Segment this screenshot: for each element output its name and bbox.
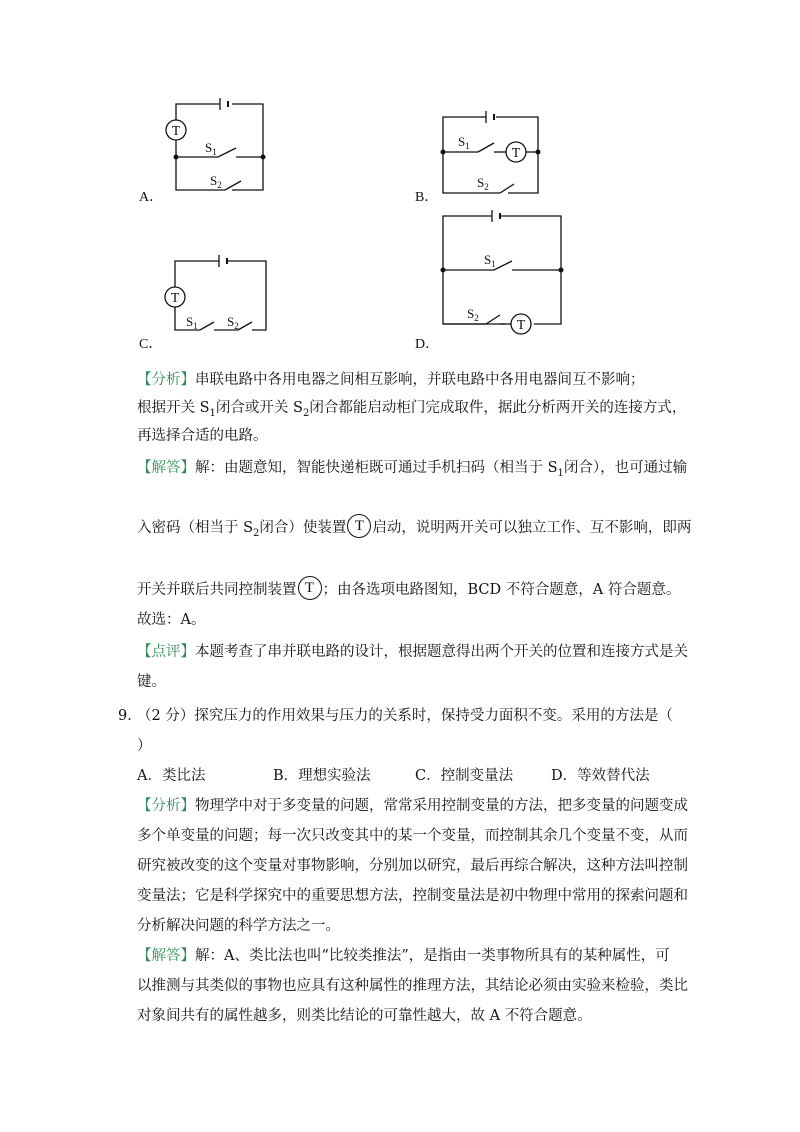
q9-stem-line-2: ） bbox=[137, 738, 152, 754]
device-t-symbol: T bbox=[347, 514, 371, 538]
q8-answer-line-2: 入密码（相当于 $S_2$闭合）使装置 T 启动，说明两开关可以独立工作、互不影响，即两 bbox=[137, 518, 691, 546]
comment-tag: 【点评】 bbox=[137, 644, 195, 660]
q9-answer-line-3: 对象间共有的属性越多，则类比结论的可靠性越大，故 A 不符合题意。 bbox=[137, 1008, 592, 1024]
q9-answer-line-1: 【解答】解：A、类比法也叫“比较类推法”，是指由一类事物所具有的某种属性，可 bbox=[137, 948, 670, 964]
q9-analysis-line-5: 分析解决问题的科学方法之一。 bbox=[137, 918, 340, 934]
analysis-tag: 【分析】 bbox=[137, 372, 195, 388]
q9-analysis-line-4: 变量法；它是科学探究中的重要思想方法，控制变量法是初中物理中常用的探索问题和 bbox=[137, 888, 688, 904]
analysis-tag: 【分析】 bbox=[137, 798, 195, 814]
q9-analysis-line-1: 【分析】物理学中对于多变量的问题，常常采用控制变量的方法，把多变量的问题变成 bbox=[137, 798, 688, 814]
option-b-label: B． bbox=[415, 190, 439, 205]
circuit-diagrams bbox=[0, 0, 800, 360]
option-c-label: C． bbox=[139, 337, 163, 352]
svg-text:S1: $S_1$ bbox=[205, 140, 217, 157]
svg-text:S1: $S_1$ bbox=[186, 314, 198, 331]
answer-tag: 【解答】 bbox=[137, 460, 195, 476]
option-d-label: D． bbox=[415, 337, 440, 352]
q8-choice: 故选：A。 bbox=[137, 612, 206, 628]
device-t-b: T bbox=[511, 146, 521, 161]
q9-answer-line-2: 以推测与其类似的事物也应具有这种属性的推理方法，其结论必须由实验来检验，类比 bbox=[137, 978, 688, 994]
circuit-b bbox=[441, 111, 541, 193]
svg-text:S2: $S_2$ bbox=[210, 173, 222, 190]
q8-analysis-line-1: 【分析】串联电路中各用电器之间相互影响，并联电路中各用电器间互不影响； bbox=[137, 372, 645, 388]
q8-comment-line-1: 【点评】本题考查了串并联电路的设计，根据题意得出两个开关的位置和连接方式是关 bbox=[137, 644, 688, 660]
q9-option-b: B．理想实验法 bbox=[273, 768, 371, 784]
circuit-c bbox=[165, 255, 266, 331]
device-t-d: T bbox=[516, 318, 526, 333]
q8-comment-line-2: 键。 bbox=[137, 674, 166, 690]
svg-text:S2: $S_2$ bbox=[227, 314, 239, 331]
svg-text:S1: $S_1$ bbox=[484, 252, 496, 269]
q9-analysis-line-2: 多个单变量的问题；每一次只改变其中的某一个变量，而控制其余几个变量不变，从而 bbox=[137, 828, 688, 844]
q9-number: 9. bbox=[118, 708, 132, 724]
q8-analysis-line-2: 根据开关 $S_1$闭合或开关 $S_2$闭合都能启动柜门完成取件，据此分析两开关的连接方式， bbox=[137, 400, 687, 419]
q9-stem-line-1: （2 分）探究压力的作用效果与压力的关系时，保持受力面积不变。采用的方法是（ bbox=[137, 708, 673, 724]
svg-text:S2: $S_2$ bbox=[467, 306, 479, 323]
answer-tag: 【解答】 bbox=[137, 948, 195, 964]
svg-text:S1: $S_1$ bbox=[458, 134, 470, 151]
device-t-a: T bbox=[171, 124, 181, 139]
svg-text:S2: $S_2$ bbox=[477, 175, 489, 192]
device-t-c: T bbox=[170, 291, 180, 306]
q8-answer-line-1: 【解答】解：由题意知，智能快递柜既可通过手机扫码（相当于 $S_1$闭合），也可通过输 bbox=[137, 460, 688, 479]
q9-analysis-line-3: 研究被改变的这个变量对事物影响，分别加以研究，最后再综合解决，这种方法叫控制 bbox=[137, 858, 688, 874]
q9-option-c: C．控制变量法 bbox=[415, 768, 514, 784]
q9-option-a: A．类比法 bbox=[137, 768, 206, 784]
circuit-a bbox=[166, 98, 266, 190]
q8-analysis-line-3: 再选择合适的电路。 bbox=[137, 428, 268, 444]
circuit-d bbox=[441, 210, 564, 334]
option-a-label: A． bbox=[139, 190, 164, 205]
q8-answer-line-3: 开关并联后共同控制装置 T ；由各选项电路图知，BCD 不符合题意，A 符合题意。 bbox=[137, 580, 680, 608]
device-t-symbol: T bbox=[298, 576, 322, 600]
q9-option-d: D．等效替代法 bbox=[551, 768, 650, 784]
